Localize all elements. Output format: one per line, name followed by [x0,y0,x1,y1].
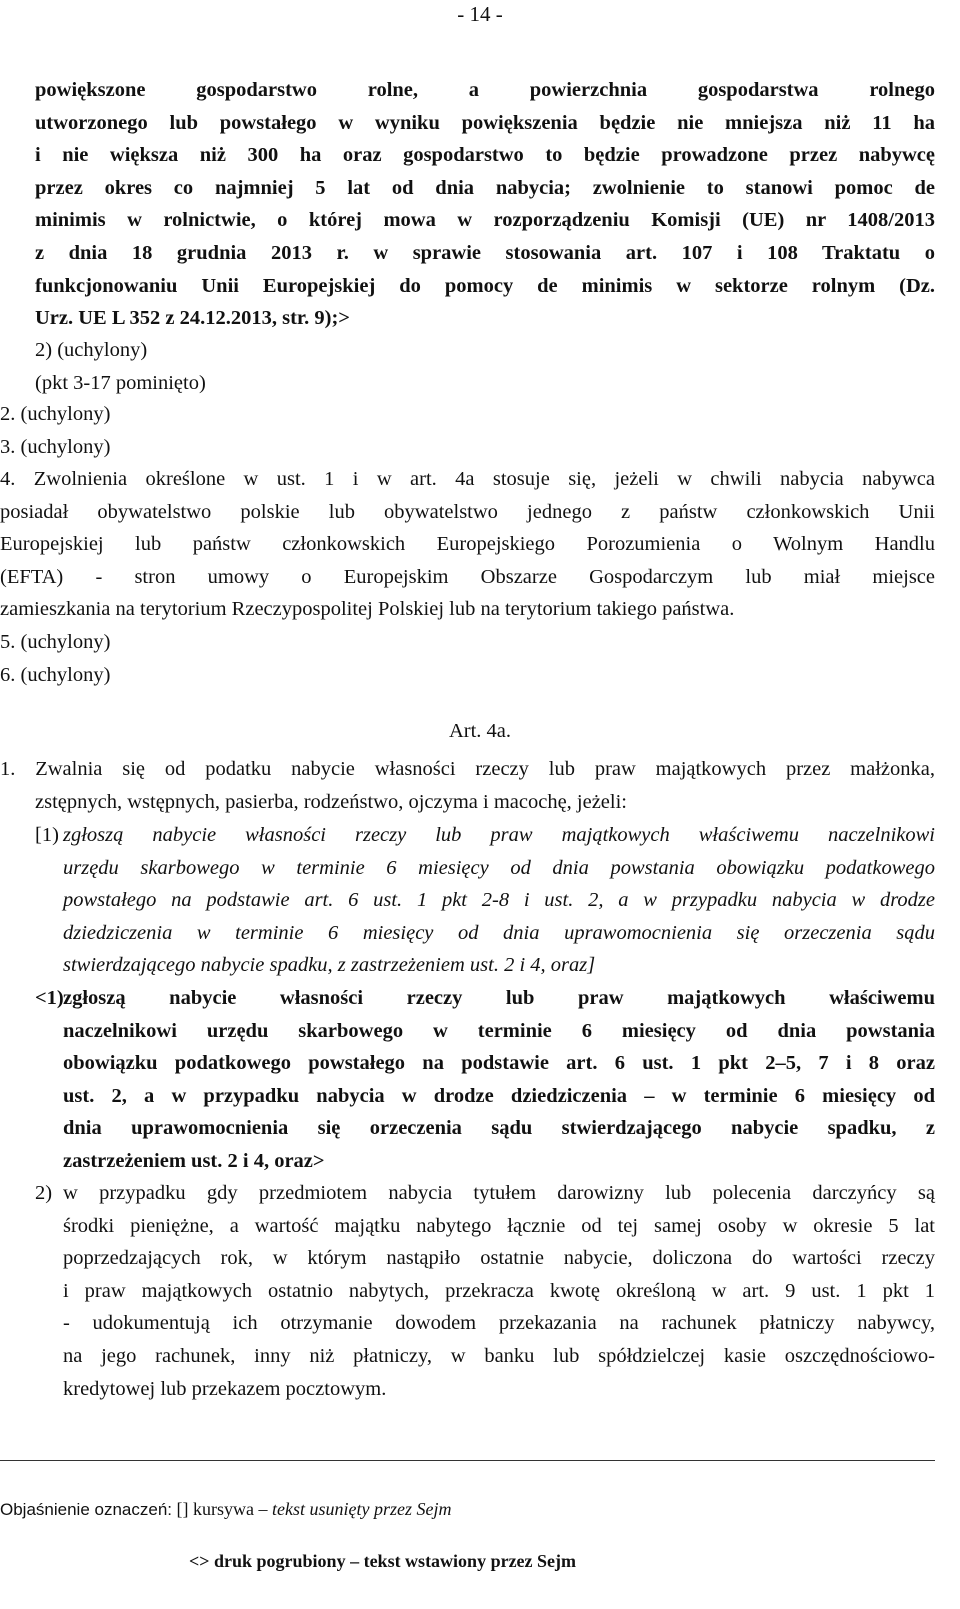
text-line: zgłoszą nabycie własności rzeczy lub praw majątkowych właściwemu [63,987,935,1009]
footer-divider [0,1460,935,1461]
text-line: poprzedzających rok, w którym nastąpiło ostatnie nabycie, doliczona do wartości rzeczy [63,1247,935,1270]
article-title: Art. 4a. [448,720,512,742]
text-line: środki pieniężne, a wartość majątku nabytego łącznie od tej samej osoby w okresie 5 lat [63,1214,935,1237]
ust-4-paragraph [0,463,935,691]
legend-brackets: [] kursywa [176,1499,254,1519]
item-number: 2) [35,1182,53,1204]
text-line: obowiązku podatkowego powstałego na podstawie art. 6 ust. 1 pkt 2–5, 7 i 8 oraz [63,1052,935,1075]
italic-text: powstałego na podstawie art. 6 ust. 1 pkt 2-8 i ust. 2, a w przypadku nabycia w drodze [63,889,935,912]
ust-3: 3. (uchylony) [0,435,111,458]
text-line: Europejskiej lub państw członkowskich Europejskiego Porozumienia o Wolnym Handlu [0,533,935,556]
legend-removed-text: tekst usunięty przez Sejm [272,1499,452,1519]
ust-6: 6. (uchylony) [0,663,111,686]
text-line: kredytowej lub przekazem pocztowym. [63,1377,387,1400]
text-line: i praw majątkowych ostatnio nabytych, przekracza kwotę określoną w art. 9 ust. 1 pkt 1 [63,1279,935,1302]
text-line: i nie większa niż 300 ha oraz gospodarstwo to będzie prowadzone przez nabywcę [35,144,935,167]
text-line: w przypadku gdy przedmiotem nabycia tytułem darowizny lub polecenia darczyńcy są [63,1182,935,1204]
ust-5: 5. (uchylony) [0,630,111,653]
text-line: 1. Zwalnia się od podatku nabycie własności rzeczy lub praw majątkowych przez małżonka, [0,758,935,780]
item-number: <1) [35,987,64,1009]
text-line [63,819,935,852]
text-line [63,917,935,950]
legend-line-1 [0,1499,451,1520]
text-line: - udokumentują ich otrzymanie dowodem przekazania na rachunek płatniczy nabywcy, [63,1312,935,1335]
text-line: posiadał obywatelstwo polskie lub obywatelstwo jednego z państw członkowskich Unii [0,500,935,523]
text-line: ust. 2, a w przypadku nabycia w drodze dziedziczenia – w terminie 6 miesięcy od [63,1084,935,1107]
ust-list [0,398,900,463]
text-line: utworzonego lub powstałego w wyniku powiększenia będzie nie mniejsza niż 11 ha [35,111,935,134]
text-line: funkcjonowaniu Unii Europejskiej do pomocy de minimis w sektorze rolnym (Dz. [35,274,935,297]
text-line: dnia uprawomocnienia się orzeczenia sądu stwierdzającego nabycie spadku, z [63,1117,935,1140]
text-line [63,949,935,982]
legend-line-2: <> druk pogrubiony – tekst wstawiony przez Sejm [189,1551,577,1571]
legend-dash: – [258,1499,268,1519]
text-line: z dnia 18 grudnia 2013 r. w sprawie stosowania art. 107 i 108 Traktatu o [35,241,935,264]
italic-text: zgłoszą nabycie własności rzeczy lub praw majątkowych właściwemu naczelnikowi [63,824,935,846]
item-number: [1) [35,824,59,846]
text-line: minimis w rolnictwie, o której mowa w rozporządzeniu Komisji (UE) nr 1408/2013 [35,209,935,232]
italic-text: stwierdzającego nabycie spadku, z zastrzeżeniem ust. 2 i 4, oraz] [63,954,596,977]
text-line: przez okres co najmniej 5 lat od dnia nabycia; zwolnienie to stanowi pomoc de [35,176,935,199]
legend-label: Objaśnienie oznaczeń: [0,1500,173,1519]
text-line: 4. Zwolnienia określone w ust. 1 i w art. 4a stosuje się, jeżeli w chwili nabycia nabywca [0,468,935,490]
ust-2: 2. (uchylony) [0,403,111,425]
art-4a-intro [0,753,935,818]
italic-text: dziedziczenia w terminie 6 miesięcy od dnia uprawomocnienia się orzeczenia sądu [63,921,935,944]
item-2 [35,1177,935,1405]
removed-item-1 [35,819,935,982]
text-line [63,884,935,917]
text-line: zstępnych, wstępnych, pasierba, rodzeństwo, ojczyma i macochę, jeżeli: [35,790,627,813]
text-line: na jego rachunek, inny niż płatniczy, w banku lub spółdzielczej kasie oszczędnościowo- [63,1344,935,1367]
text-line: naczelnikowi urzędu skarbowego w terminie 6 miesięcy od dnia powstania [63,1019,935,1042]
page-number: - 14 - [457,2,503,26]
text-line [63,852,935,885]
text-line: zamieszkania na terytorium Rzeczypospolitej Polskiej lub na terytorium takiego państwa. [0,598,735,621]
text-line: zastrzeżeniem ust. 2 i 4, oraz> [63,1149,325,1172]
omitted-note: (pkt 3-17 pominięto) [35,371,206,394]
text-line: (EFTA) - stron umowy o Europejskim Obszarze Gospodarczym lub miał miejsce [0,565,935,588]
text-line: powiększone gospodarstwo rolne, a powierzchnia gospodarstwa rolnego [35,79,935,101]
italic-text: urzędu skarbowego w terminie 6 miesięcy od dnia powstania obowiązku podatkowego [63,856,935,879]
text-line: Urz. UE L 352 z 24.12.2013, str. 9);> [35,307,350,330]
inserted-paragraph-continuation [35,74,935,335]
text-line: 2) (uchylony) [35,339,148,361]
inserted-item-1 [35,982,935,1178]
item-2-repealed [35,334,935,399]
